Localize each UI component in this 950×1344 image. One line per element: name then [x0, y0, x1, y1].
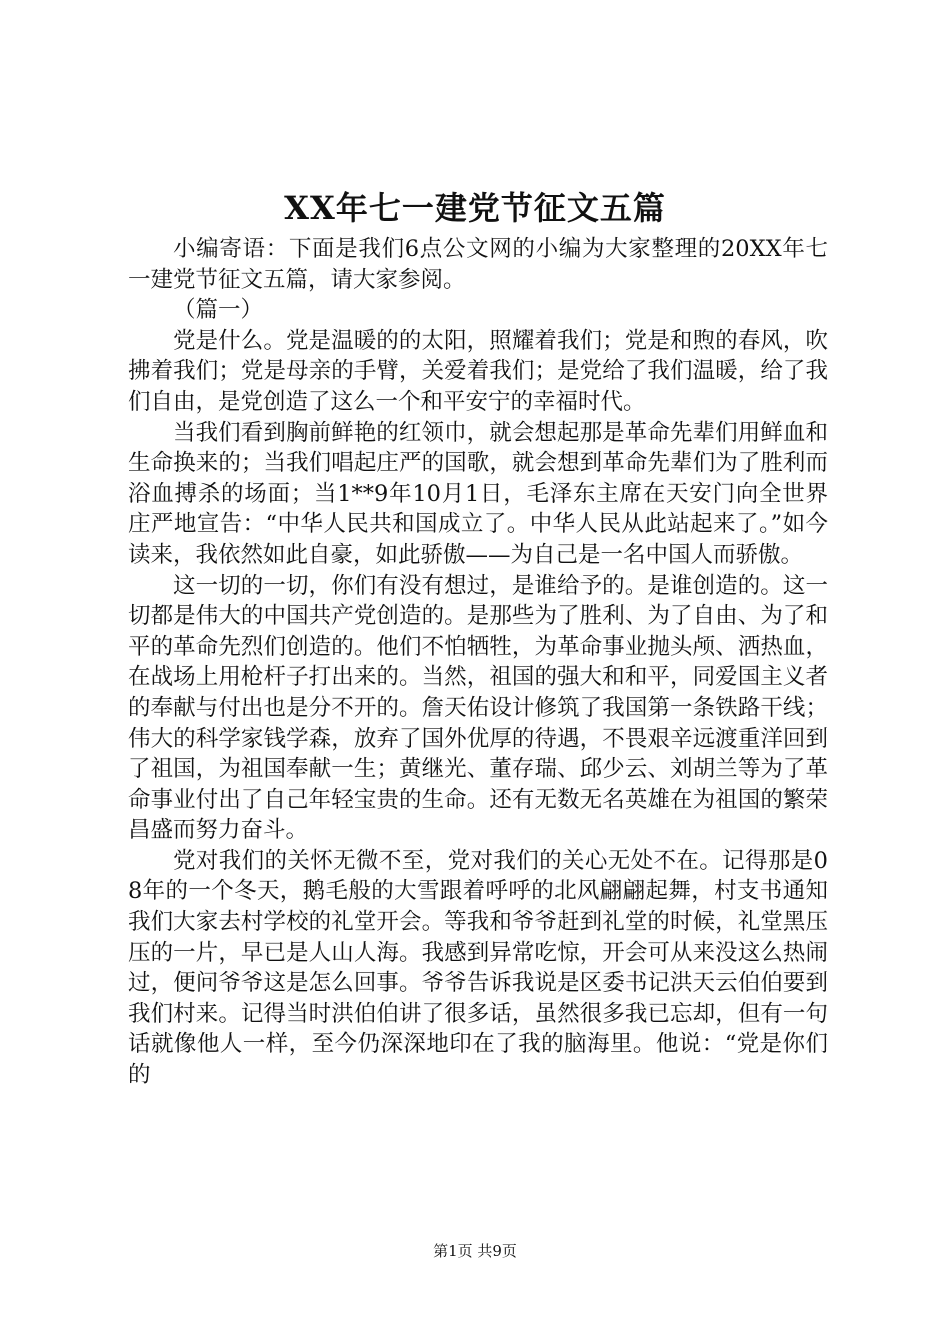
paragraph-section-heading: （篇一） — [173, 297, 264, 324]
paragraph-party-care: 党对我们的关怀无微不至，党对我们的关心无处不在。记得那是08年的一个冬天，鹅毛般的大雪跟着呼呼的北风翩翩起舞，村支书通知我们大家去村学校的礼堂开会。等我和爷爷赶到礼堂的时候，礼堂黑压压的一片，早已是人山人海。我感到异常吃惊，开会可从来没这么热闹过，便问爷爷这是怎么回事。爷爷告诉我说是区委书记洪天云伯伯要到我们村来。记得当时洪伯伯讲了很多话，虽然很多我已忘却，但有一句话就像他人一样，至今仍深深地印在了我的脑海里。他说：“党是你们的 — [128, 847, 828, 1089]
page-number: 第1页 共9页 — [433, 1242, 517, 1260]
document-title: XX年七一建党节征文五篇 — [284, 189, 666, 227]
document-body — [128, 234, 828, 1091]
paragraph-red-scarf: 当我们看到胸前鲜艳的红领巾，就会想起那是革命先辈们用鲜血和生命换来的；当我们唱起庄严的国歌，就会想到革命先辈们为了胜利而浴血搏杀的场面；当1**9年10月1日，毛泽东主席在天安门向全世界庄严地宣告：“中华人民共和国成立了。中华人民从此站起来了。”如今读来，我依然如此自豪，如此骄傲——为自己是一名中国人而骄傲。 — [128, 419, 828, 568]
paragraph-what-is-party: 党是什么。党是温暖的的太阳，照耀着我们；党是和煦的春风，吹拂着我们；党是母亲的手臂，关爱着我们；是党给了我们温暖，给了我们自由，是党创造了这么一个和平安宁的幸福时代。 — [128, 327, 828, 415]
paragraph-who-created: 这一切的一切，你们有没有想过，是谁给予的。是谁创造的。这一切都是伟大的中国共产党创造的。是那些为了胜利、为了自由、为了和平的革命先烈们创造的。他们不怕牺牲，为革命事业抛头颅、洒热血，在战场上用枪杆子打出来的。当然，祖国的强大和和平，同爱国主义者的奉献与付出也是分不开的。詹天佑设计修筑了我国第一条铁路干线；伟大的科学家钱学森，放弃了国外优厚的待遇，不畏艰辛远渡重洋回到了祖国，为祖国奉献一生；黄继光、董存瑞、邱少云、刘胡兰等为了革命事业付出了自己年轻宝贵的生命。还有无数无名英雄在为祖国的繁荣昌盛而努力奋斗。 — [128, 572, 828, 844]
paragraph-editor-note: 小编寄语：下面是我们6点公文网的小编为大家整理的20XX年七一建党节征文五篇，请大家参阅。 — [128, 236, 828, 293]
